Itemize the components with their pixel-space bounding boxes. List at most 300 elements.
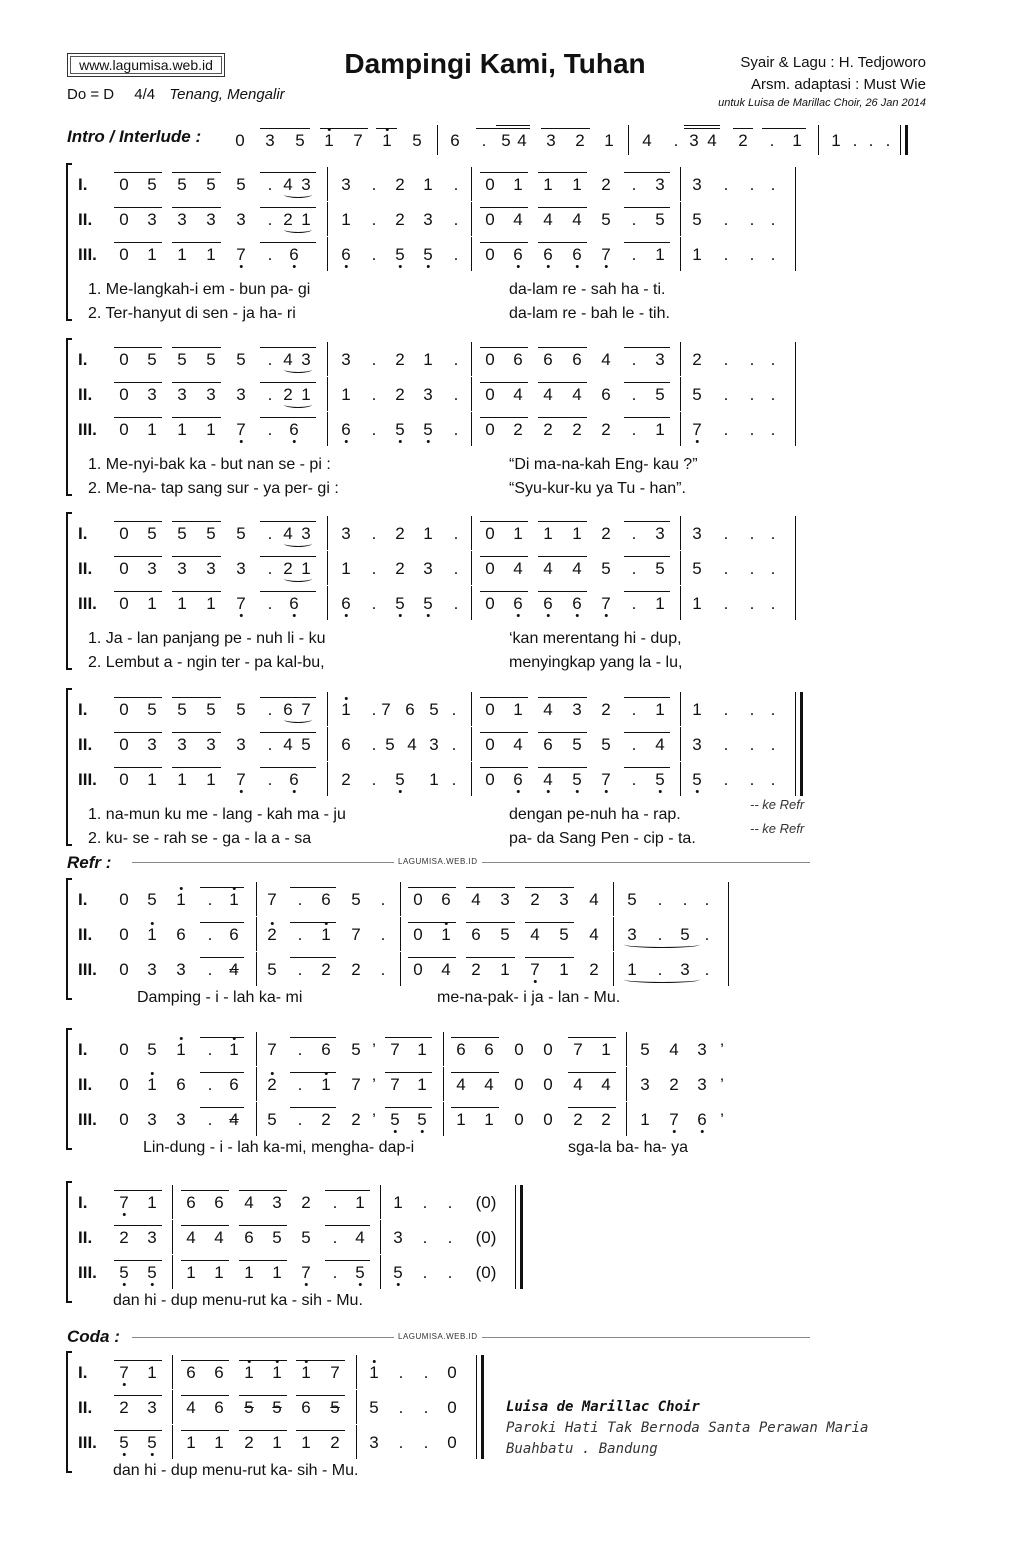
note: 5 (572, 735, 582, 754)
note: 0 (235, 131, 245, 150)
note: 3 (655, 350, 665, 369)
barline (400, 882, 401, 916)
beam (260, 732, 316, 733)
voice-label: III. (78, 420, 97, 439)
note: . (749, 594, 755, 613)
beam (172, 172, 221, 173)
note: 4 (186, 1228, 196, 1247)
note: 5 (692, 210, 702, 229)
beam (480, 521, 528, 522)
note: . (453, 524, 459, 543)
note: 5 (601, 210, 611, 229)
note: 1 (572, 175, 582, 194)
slur (284, 226, 312, 233)
note: 1 (321, 1075, 331, 1094)
barline (327, 551, 328, 585)
note: 0 (119, 700, 129, 719)
barline (327, 586, 328, 620)
note: . (723, 420, 729, 439)
note: . (723, 210, 729, 229)
note: 6 (186, 1363, 196, 1382)
note: 7 (669, 1110, 679, 1129)
note: . (380, 890, 386, 909)
barline (256, 1067, 257, 1101)
beam (114, 1225, 162, 1226)
note: 6 (572, 245, 582, 264)
note: 1 (543, 175, 553, 194)
barline (400, 917, 401, 951)
note: . (371, 735, 377, 754)
barline (327, 727, 328, 761)
slur (284, 575, 312, 582)
note: . (723, 559, 729, 578)
note: . (297, 1040, 303, 1059)
beam (538, 207, 587, 208)
note: . (770, 594, 776, 613)
beam (181, 1395, 229, 1396)
note: . (332, 1228, 338, 1247)
note: 1 (229, 890, 239, 909)
note: 3 (206, 385, 216, 404)
beam (239, 1190, 287, 1191)
note: 5 (295, 131, 305, 150)
note: 4 (186, 1398, 196, 1417)
note: . (723, 700, 729, 719)
barline (256, 952, 257, 986)
note: 1 (341, 210, 351, 229)
note: . (423, 1363, 429, 1382)
note: 6 (341, 420, 351, 439)
beam (260, 521, 316, 522)
barline (172, 1425, 173, 1459)
note: . (297, 1110, 303, 1129)
barline (680, 377, 681, 411)
note: 7 (601, 245, 611, 264)
note: 3 (265, 131, 275, 150)
note: 5 (177, 175, 187, 194)
note: 4 (513, 210, 523, 229)
note: 4 (573, 1075, 583, 1094)
note: . (723, 385, 729, 404)
voice-label: III. (78, 245, 97, 264)
note: 3 (423, 385, 433, 404)
note: 3 (689, 131, 699, 150)
note: . (723, 175, 729, 194)
note: 5 (501, 131, 511, 150)
note: . (770, 350, 776, 369)
voice-label: II. (78, 1398, 93, 1417)
system-bracket (66, 1351, 72, 1473)
note: 2 (395, 385, 405, 404)
note: . (453, 210, 459, 229)
system-bracket (66, 338, 72, 496)
note: 2 (119, 1398, 129, 1417)
note: . (371, 245, 377, 264)
note: 1 (341, 700, 351, 719)
note: 3 (147, 960, 157, 979)
beam (325, 1225, 370, 1226)
beam (181, 1225, 229, 1226)
note: 6 (244, 1228, 254, 1247)
beam (290, 957, 336, 958)
note: 4 (283, 175, 293, 194)
note: 5 (369, 1398, 379, 1417)
voice-label: I. (78, 1363, 88, 1382)
dedication: untuk Luisa de Marillac Choir, 26 Jan 2014 (718, 97, 926, 109)
beam (624, 697, 670, 698)
note: 5 (572, 770, 582, 789)
note: 0 (447, 1433, 457, 1452)
note: 4 (407, 735, 417, 754)
note: 2 (244, 1433, 254, 1452)
note: 5 (147, 175, 157, 194)
beam (200, 957, 244, 958)
voice-label: II. (78, 210, 93, 229)
barline (327, 692, 328, 726)
note: 1 (177, 245, 187, 264)
note: . (267, 700, 273, 719)
note: . (749, 559, 755, 578)
note: . (207, 890, 213, 909)
beam (480, 417, 528, 418)
beam (568, 1037, 616, 1038)
note: . (723, 245, 729, 264)
note: 6 (572, 594, 582, 613)
beam (466, 887, 515, 888)
beam (624, 556, 670, 557)
note: . (267, 524, 273, 543)
note: . (267, 420, 273, 439)
note: 7 (119, 1193, 129, 1212)
note: 1 (500, 960, 510, 979)
note: 5 (601, 559, 611, 578)
beam (385, 1107, 432, 1108)
beam (480, 172, 528, 173)
choir-place: Buahbatu . Bandung (506, 1441, 658, 1457)
note: 6 (321, 1040, 331, 1059)
note: . (453, 385, 459, 404)
note: ’ (720, 1040, 724, 1059)
note: . (371, 770, 377, 789)
note: 5 (119, 1263, 129, 1282)
note: . (371, 210, 377, 229)
note: 1 (417, 1040, 427, 1059)
lyric-line: da-lam re - sah ha - ti. (509, 281, 666, 298)
note: 4 (229, 960, 239, 979)
lyric-line: me-na-pak- i ja - lan - Mu. (437, 989, 621, 1006)
beam (260, 128, 310, 129)
note: 0 (543, 1110, 553, 1129)
note: . (422, 1193, 428, 1212)
note: 7 (330, 1363, 340, 1382)
key: Do = D (67, 86, 115, 103)
note: . (631, 524, 637, 543)
note: 2 (267, 1075, 277, 1094)
note: 5 (177, 524, 187, 543)
note: 7 (390, 1075, 400, 1094)
system-bracket (66, 512, 72, 670)
note: 1 (206, 245, 216, 264)
voice-label: I. (78, 350, 88, 369)
beam (325, 1260, 370, 1261)
note: 4 (513, 735, 523, 754)
note: . (749, 210, 755, 229)
barline (471, 516, 472, 550)
note: 6 (289, 245, 299, 264)
beam (476, 128, 530, 129)
note: 2 (267, 925, 277, 944)
note: . (207, 960, 213, 979)
note: 1 (321, 925, 331, 944)
beam (466, 922, 515, 923)
note: . (770, 735, 776, 754)
barline (680, 551, 681, 585)
note: 2 (530, 890, 540, 909)
note: 5 (429, 700, 439, 719)
note: 0 (119, 960, 129, 979)
note: 5 (147, 1433, 157, 1452)
beam (114, 1395, 162, 1396)
note: . (267, 770, 273, 789)
note: 4 (642, 131, 652, 150)
barline (795, 692, 796, 796)
note: 5 (601, 735, 611, 754)
credits (718, 52, 926, 110)
beam (451, 1072, 499, 1073)
lyric-line: sga-la ba- ha- ya (568, 1139, 689, 1156)
note: . (267, 175, 273, 194)
voice-label: III. (78, 1263, 97, 1282)
time-signature: 4/4 (134, 86, 156, 103)
barline (515, 1185, 516, 1289)
note: 7 (601, 770, 611, 789)
note: . (447, 1193, 453, 1212)
barline (680, 342, 681, 376)
barline (613, 952, 614, 986)
note: 3 (147, 210, 157, 229)
beam (538, 417, 587, 418)
note: 4 (471, 890, 481, 909)
note: 0 (119, 245, 129, 264)
note: 1 (147, 925, 157, 944)
note: 0 (514, 1040, 524, 1059)
beam (624, 347, 670, 348)
note: 2 (543, 420, 553, 439)
note: . (453, 175, 459, 194)
barline (443, 1067, 444, 1101)
note: . (852, 131, 858, 150)
note: . (207, 925, 213, 944)
note: 7 (381, 700, 391, 719)
barline (471, 342, 472, 376)
barline (795, 167, 796, 271)
lyric-line: dan hi - dup menu-rut ka- sih - Mu. (113, 1462, 359, 1479)
refrain-label: Refr : (67, 853, 112, 872)
note: 2 (601, 420, 611, 439)
to-refrain: -- ke Refr (750, 797, 805, 812)
note: 3 (177, 559, 187, 578)
barline (471, 692, 472, 726)
beam (538, 347, 587, 348)
voice-label: II. (78, 559, 93, 578)
key-signature (67, 86, 285, 103)
beam (260, 242, 316, 243)
note: 5 (301, 735, 311, 754)
note: . (332, 1193, 338, 1212)
beam (239, 1430, 287, 1431)
note: 4 (655, 735, 665, 754)
note: 2 (395, 210, 405, 229)
beam (538, 172, 587, 173)
intro-label: Intro / Interlude : (67, 127, 202, 146)
note: 3 (272, 1193, 282, 1212)
note: 6 (543, 735, 553, 754)
beam (480, 697, 528, 698)
note: 2 (471, 960, 481, 979)
note: . (657, 890, 663, 909)
beam (114, 1260, 162, 1261)
note: . (770, 524, 776, 543)
note: 0 (485, 700, 495, 719)
barline (626, 1102, 627, 1136)
voice-label: I. (78, 890, 88, 909)
note: 3 (559, 890, 569, 909)
system-bracket (66, 688, 72, 846)
beam (260, 207, 316, 208)
system-bracket (66, 1181, 72, 1303)
note: 6 (697, 1110, 707, 1129)
note: 5 (351, 1040, 361, 1059)
note: 4 (601, 1075, 611, 1094)
note: 1 (147, 1193, 157, 1212)
note: 0 (413, 925, 423, 944)
note: 5 (390, 1110, 400, 1129)
beam (296, 1395, 345, 1396)
note: 2 (395, 350, 405, 369)
note: 5 (500, 925, 510, 944)
barline (680, 237, 681, 271)
note: 6 (405, 700, 415, 719)
note: 6 (289, 594, 299, 613)
beam (172, 591, 221, 592)
barline (680, 762, 681, 796)
note: 4 (214, 1228, 224, 1247)
note: 3 (500, 890, 510, 909)
note: 1 (147, 1075, 157, 1094)
beam (480, 591, 528, 592)
note: 3 (341, 524, 351, 543)
note: . (631, 385, 637, 404)
note: . (371, 175, 377, 194)
note: 4 (244, 1193, 254, 1212)
note: 2 (283, 385, 293, 404)
note: 0 (485, 175, 495, 194)
note: 4 (669, 1040, 679, 1059)
note: . (267, 559, 273, 578)
note: 4 (283, 735, 293, 754)
note: 6 (513, 594, 523, 613)
beam (114, 697, 162, 698)
voice-label: I. (78, 700, 88, 719)
barline (400, 952, 401, 986)
note: . (371, 420, 377, 439)
slur (284, 191, 312, 198)
note: 4 (589, 890, 599, 909)
note: 3 (301, 175, 311, 194)
barline (471, 412, 472, 446)
lyric-line: 2. Ter-hanyut di sen - ja ha- ri (88, 305, 296, 322)
beam (385, 1037, 432, 1038)
note: . (371, 700, 377, 719)
beam (480, 732, 528, 733)
note: . (704, 925, 710, 944)
note: 4 (456, 1075, 466, 1094)
note: 1 (655, 594, 665, 613)
voice-label: I. (78, 1040, 88, 1059)
choir-parish: Paroki Hati Tak Bernoda Santa Perawan Maria (506, 1420, 869, 1436)
note: 2 (395, 175, 405, 194)
note: 5 (267, 1110, 277, 1129)
note: . (723, 594, 729, 613)
note: 1 (147, 420, 157, 439)
note: 2 (738, 131, 748, 150)
barline (327, 167, 328, 201)
beam (114, 417, 162, 418)
note: 1 (147, 1363, 157, 1382)
note: 0 (119, 1110, 129, 1129)
note: . (631, 559, 637, 578)
beam (538, 732, 587, 733)
note: 0 (119, 175, 129, 194)
barline (520, 1185, 523, 1289)
note: . (770, 245, 776, 264)
note: 5 (680, 925, 690, 944)
barline (256, 882, 257, 916)
barline (818, 125, 819, 155)
barline (481, 1355, 484, 1459)
beam (172, 242, 221, 243)
voice-label: III. (78, 1110, 97, 1129)
note: 2 (321, 1110, 331, 1129)
note: 1 (393, 1193, 403, 1212)
note: 5 (640, 1040, 650, 1059)
note: 6 (484, 1040, 494, 1059)
beam (114, 242, 162, 243)
beam (466, 957, 515, 958)
note: 5 (244, 1398, 254, 1417)
note: 4 (229, 1110, 239, 1129)
barline (327, 377, 328, 411)
note: 5 (692, 770, 702, 789)
note: 5 (236, 175, 246, 194)
note: 1 (692, 700, 702, 719)
barline (471, 762, 472, 796)
lyric-line: Lin-dung - i - lah ka-mi, mengha- dap-i (143, 1139, 415, 1156)
note: 0 (485, 210, 495, 229)
note: 4 (543, 385, 553, 404)
note: 4 (601, 350, 611, 369)
note: 4 (513, 559, 523, 578)
note: 5 (147, 700, 157, 719)
beam (538, 382, 587, 383)
note: 7 (267, 1040, 277, 1059)
note: 4 (572, 385, 582, 404)
note: 3 (176, 960, 186, 979)
note: . (723, 524, 729, 543)
beam (538, 697, 587, 698)
beam (181, 1360, 229, 1361)
note: 6 (321, 890, 331, 909)
